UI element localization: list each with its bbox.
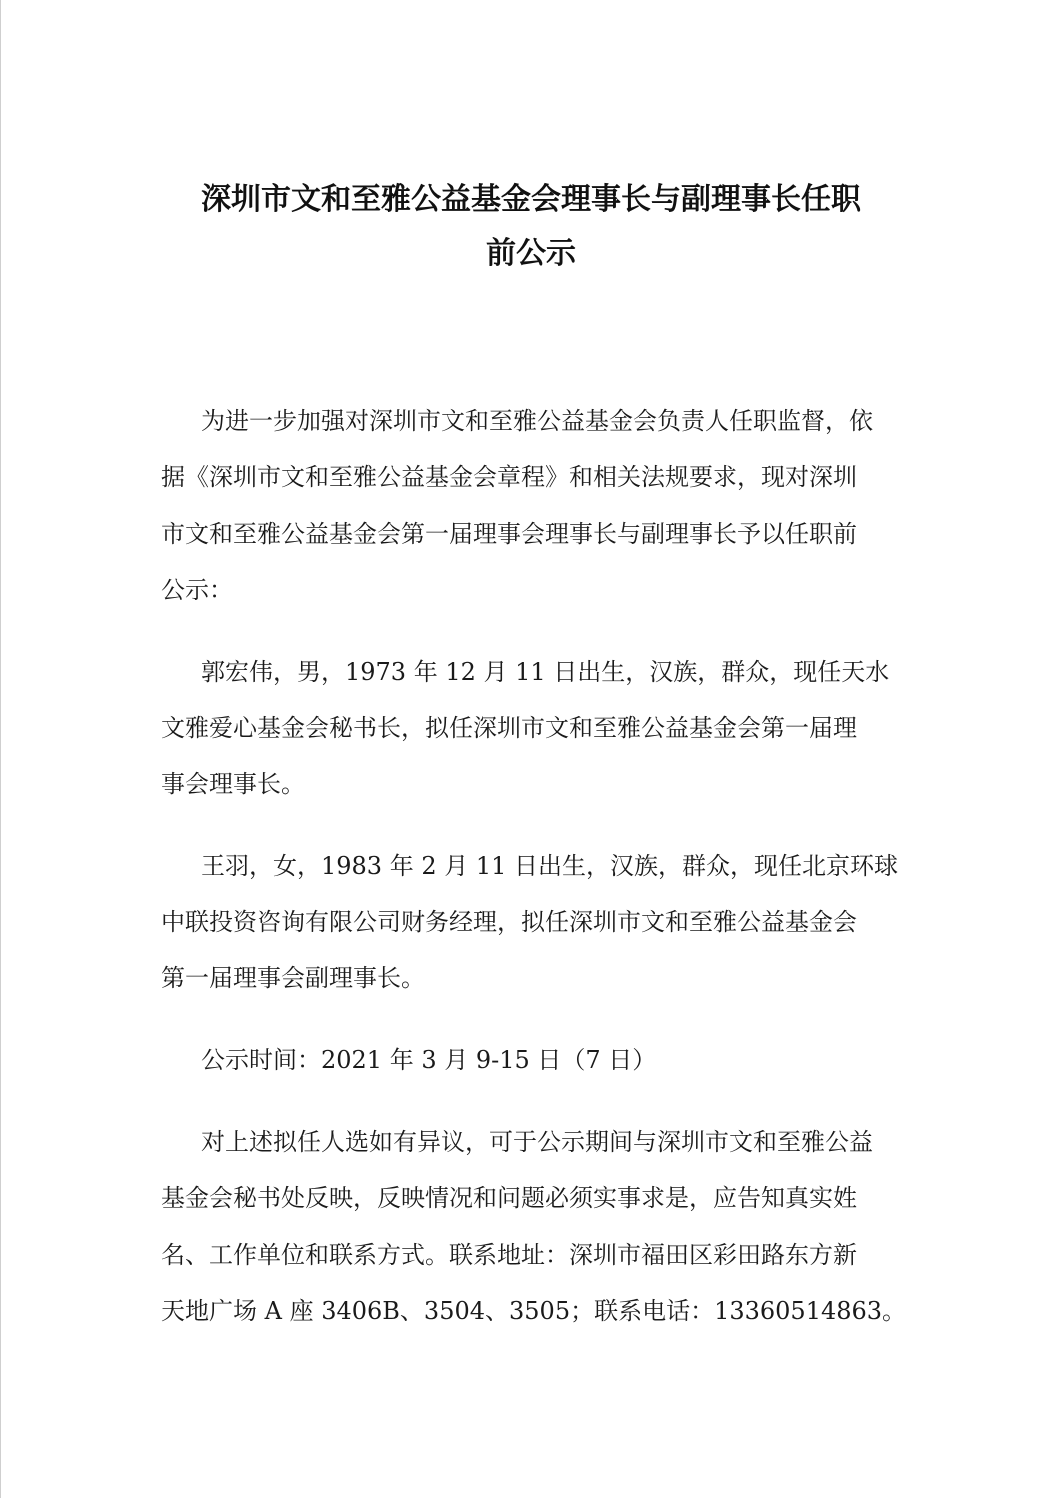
paragraph-5-line-4: 天地广场 A 座 3406B、3504、3505；联系电话：13360514863。 <box>161 1297 907 1325</box>
paragraph-5-line-3: 名、工作单位和联系方式。联系地址：深圳市福田区彩田路东方新 <box>161 1241 857 1269</box>
paragraph-2-line-2: 文雅爱心基金会秘书长，拟任深圳市文和至雅公益基金会第一届理 <box>161 714 857 742</box>
paragraph-5-line-2: 基金会秘书处反映，反映情况和问题必须实事求是，应告知真实姓 <box>161 1184 857 1212</box>
paragraph-1-line-2: 据《深圳市文和至雅公益基金会章程》和相关法规要求，现对深圳 <box>161 463 857 491</box>
paragraph-3-line-1: 王羽，女，1983 年 2 月 11 日出生，汉族，群众，现任北京环球 <box>201 852 899 880</box>
document-title-line-2: 前公示 <box>486 236 576 271</box>
paragraph-2-line-3: 事会理事长。 <box>161 770 305 798</box>
paragraph-2-line-1: 郭宏伟，男，1973 年 12 月 11 日出生，汉族，群众，现任天水 <box>201 658 890 686</box>
paragraph-1-line-4: 公示： <box>161 576 233 604</box>
paragraph-1-line-1: 为进一步加强对深圳市文和至雅公益基金会负责人任职监督，依 <box>201 407 873 435</box>
paragraph-3-line-2: 中联投资咨询有限公司财务经理，拟任深圳市文和至雅公益基金会 <box>161 908 857 936</box>
paragraph-5-line-1: 对上述拟任人选如有异议，可于公示期间与深圳市文和至雅公益 <box>201 1128 873 1156</box>
paragraph-1-line-3: 市文和至雅公益基金会第一届理事会理事长与副理事长予以任职前 <box>161 520 857 548</box>
paragraph-3-line-3: 第一届理事会副理事长。 <box>161 964 425 992</box>
paragraph-4-line-1: 公示时间：2021 年 3 月 9-15 日（7 日） <box>201 1046 657 1074</box>
document-title-line-1: 深圳市文和至雅公益基金会理事长与副理事长任职 <box>201 182 861 217</box>
